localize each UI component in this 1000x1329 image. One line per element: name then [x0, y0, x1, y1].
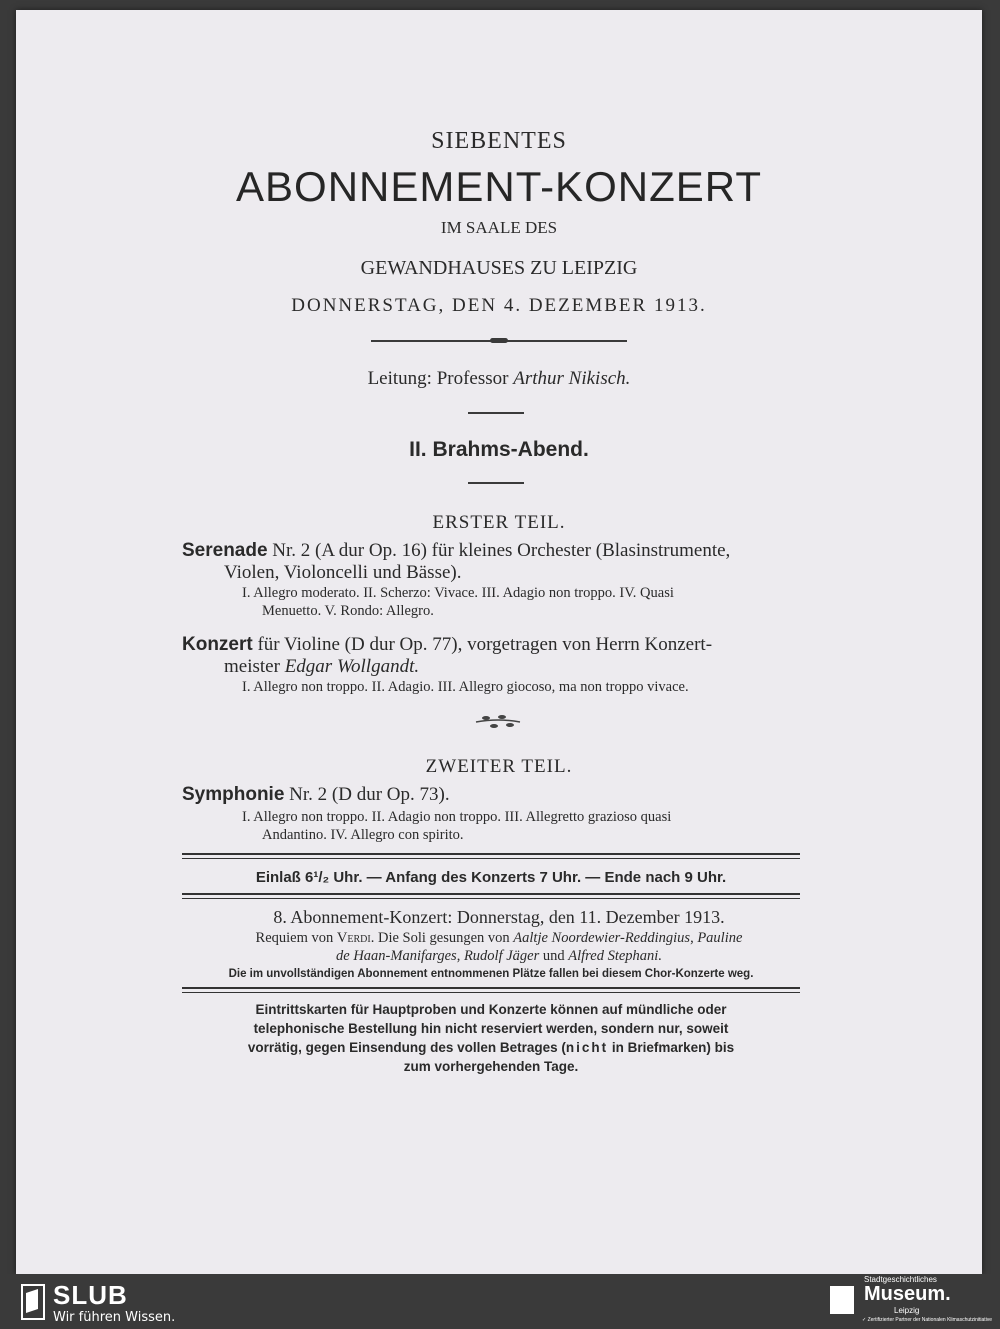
soloist-3: Rudolf Jäger — [463, 948, 540, 964]
double-rule — [182, 893, 800, 899]
symphonie-desc: Nr. 2 (D dur Op. 73). — [289, 784, 450, 805]
museum-small-label: Stadtgeschichtliches — [864, 1275, 937, 1284]
slub-logo-text[interactable]: SLUB — [53, 1280, 128, 1310]
soloist-2-last: de Haan-Manifarges — [336, 948, 457, 964]
soloist-name: Edgar Wollgandt. — [284, 656, 420, 677]
tickets-line-2: telephonische Bestellung hin nicht reserviert werden, sondern nur, soweit — [253, 1021, 729, 1036]
symphonie-name: Symphonie — [182, 784, 285, 805]
konzert-name: Konzert — [182, 634, 253, 655]
tickets-line-3c: in Briefmarken) bis — [608, 1040, 735, 1055]
serenade-movements-2: Menuetto. V. Rondo: Allegro. — [262, 603, 434, 619]
serenade-name: Serenade — [182, 540, 268, 561]
concert-program-sheet — [16, 10, 982, 1274]
header-venue: GEWANDHAUSES ZU LEIPZIG — [360, 257, 638, 279]
comma: , — [690, 930, 694, 946]
header-title: ABONNEMENT-KONZERT — [236, 163, 762, 210]
soloist-1: Aaltje Noordewier-Reddingius — [513, 930, 691, 946]
divider-short — [468, 412, 524, 414]
tickets-line-3a: vorrätig, gegen Einsendung des vollen Betrages ( — [247, 1040, 566, 1055]
tickets-line-4: zum vorhergehenden Tage. — [403, 1059, 579, 1074]
tickets-line-1: Eintrittskarten für Hauptproben und Konzerte können auf mündliche oder — [255, 1002, 727, 1017]
serenade-desc-line2: Violen, Violoncelli und Bässe). — [224, 562, 462, 583]
conductor-name: Arthur Nikisch. — [513, 368, 631, 389]
header-date: DONNERSTAG, DEN 4. DEZEMBER 1913. — [291, 295, 707, 316]
slub-logo-icon — [20, 1283, 46, 1321]
serenade-desc: Nr. 2 (A dur Op. 16) für kleines Orchester (Blasinstrumente, — [272, 540, 731, 561]
konzert-entry — [182, 634, 802, 656]
composer-name: Verdi — [336, 930, 371, 946]
konzert-desc-line2 — [224, 656, 844, 678]
slub-tagline: Wir führen Wissen. — [53, 1310, 176, 1325]
symphonie-movements-1: I. Allegro non troppo. II. Adagio non troppo. III. Allegretto grazioso quasi — [242, 809, 672, 825]
and-word: und — [542, 948, 565, 964]
footer-bar — [0, 1274, 1000, 1329]
conductor-prefix: Leitung: Professor — [367, 368, 509, 389]
laurel-ornament-icon — [474, 713, 522, 731]
museum-name[interactable]: Museum. — [864, 1283, 951, 1305]
comma: , — [456, 948, 461, 964]
requiem-label: Requiem von — [255, 930, 334, 946]
divider-short — [468, 482, 524, 484]
header-siebentes: SIEBENTES — [431, 128, 567, 154]
soli-text: . Die Soli gesungen von — [370, 930, 510, 946]
serenade-entry — [182, 540, 802, 562]
ornament-dot — [490, 338, 508, 343]
subscription-note: Die im unvollständigen Abonnement entnommenen Plätze fallen bei diesem Chor-Konzerte weg. — [228, 968, 754, 980]
soloist-2-first: Pauline — [697, 930, 743, 946]
next-concert-soloists-2 — [16, 948, 982, 965]
admission-times: Einlaß 6¹/₂ Uhr. — Anfang des Konzerts 7 Uhr. — Ende nach 9 Uhr. — [255, 869, 727, 886]
next-concert-line: 8. Abonnement-Konzert: Donnerstag, den 11. Dezember 1913. — [273, 907, 725, 927]
soloist-4: Alfred Stephani. — [568, 948, 662, 964]
museum-certification: ✓ Zertifizierter Partner der Nationalen Klimaschutzinitiative — [862, 1317, 993, 1323]
symphonie-movements-2: Andantino. IV. Allegro con spirito. — [262, 827, 464, 843]
konzert-desc: für Violine (D dur Op. 77), vorgetragen von Herrn Konzert- — [257, 634, 713, 655]
konzert-movements: I. Allegro non troppo. II. Adagio. III. Allegro giocoso, ma non troppo vivace. — [242, 679, 689, 695]
double-rule — [182, 853, 800, 859]
part2-title: ZWEITER TEIL. — [425, 756, 573, 777]
header-im-saale: IM SAALE DES — [440, 218, 558, 237]
evening-subtitle: II. Brahms-Abend. — [409, 438, 589, 461]
next-concert-soloists-1 — [16, 930, 982, 947]
tickets-line-3 — [182, 1038, 800, 1057]
serenade-movements-1: I. Allegro moderato. II. Scherzo: Vivace. III. Adagio non troppo. IV. Quasi — [242, 585, 674, 601]
museum-logo-icon — [830, 1286, 854, 1314]
double-rule — [182, 987, 800, 993]
museum-city: Leipzig — [894, 1306, 920, 1315]
tickets-nicht: nicht — [565, 1040, 609, 1055]
symphonie-entry — [182, 784, 802, 806]
conductor-line — [16, 368, 982, 390]
part1-title: ERSTER TEIL. — [432, 512, 566, 533]
konzert-meister: meister — [224, 656, 280, 677]
